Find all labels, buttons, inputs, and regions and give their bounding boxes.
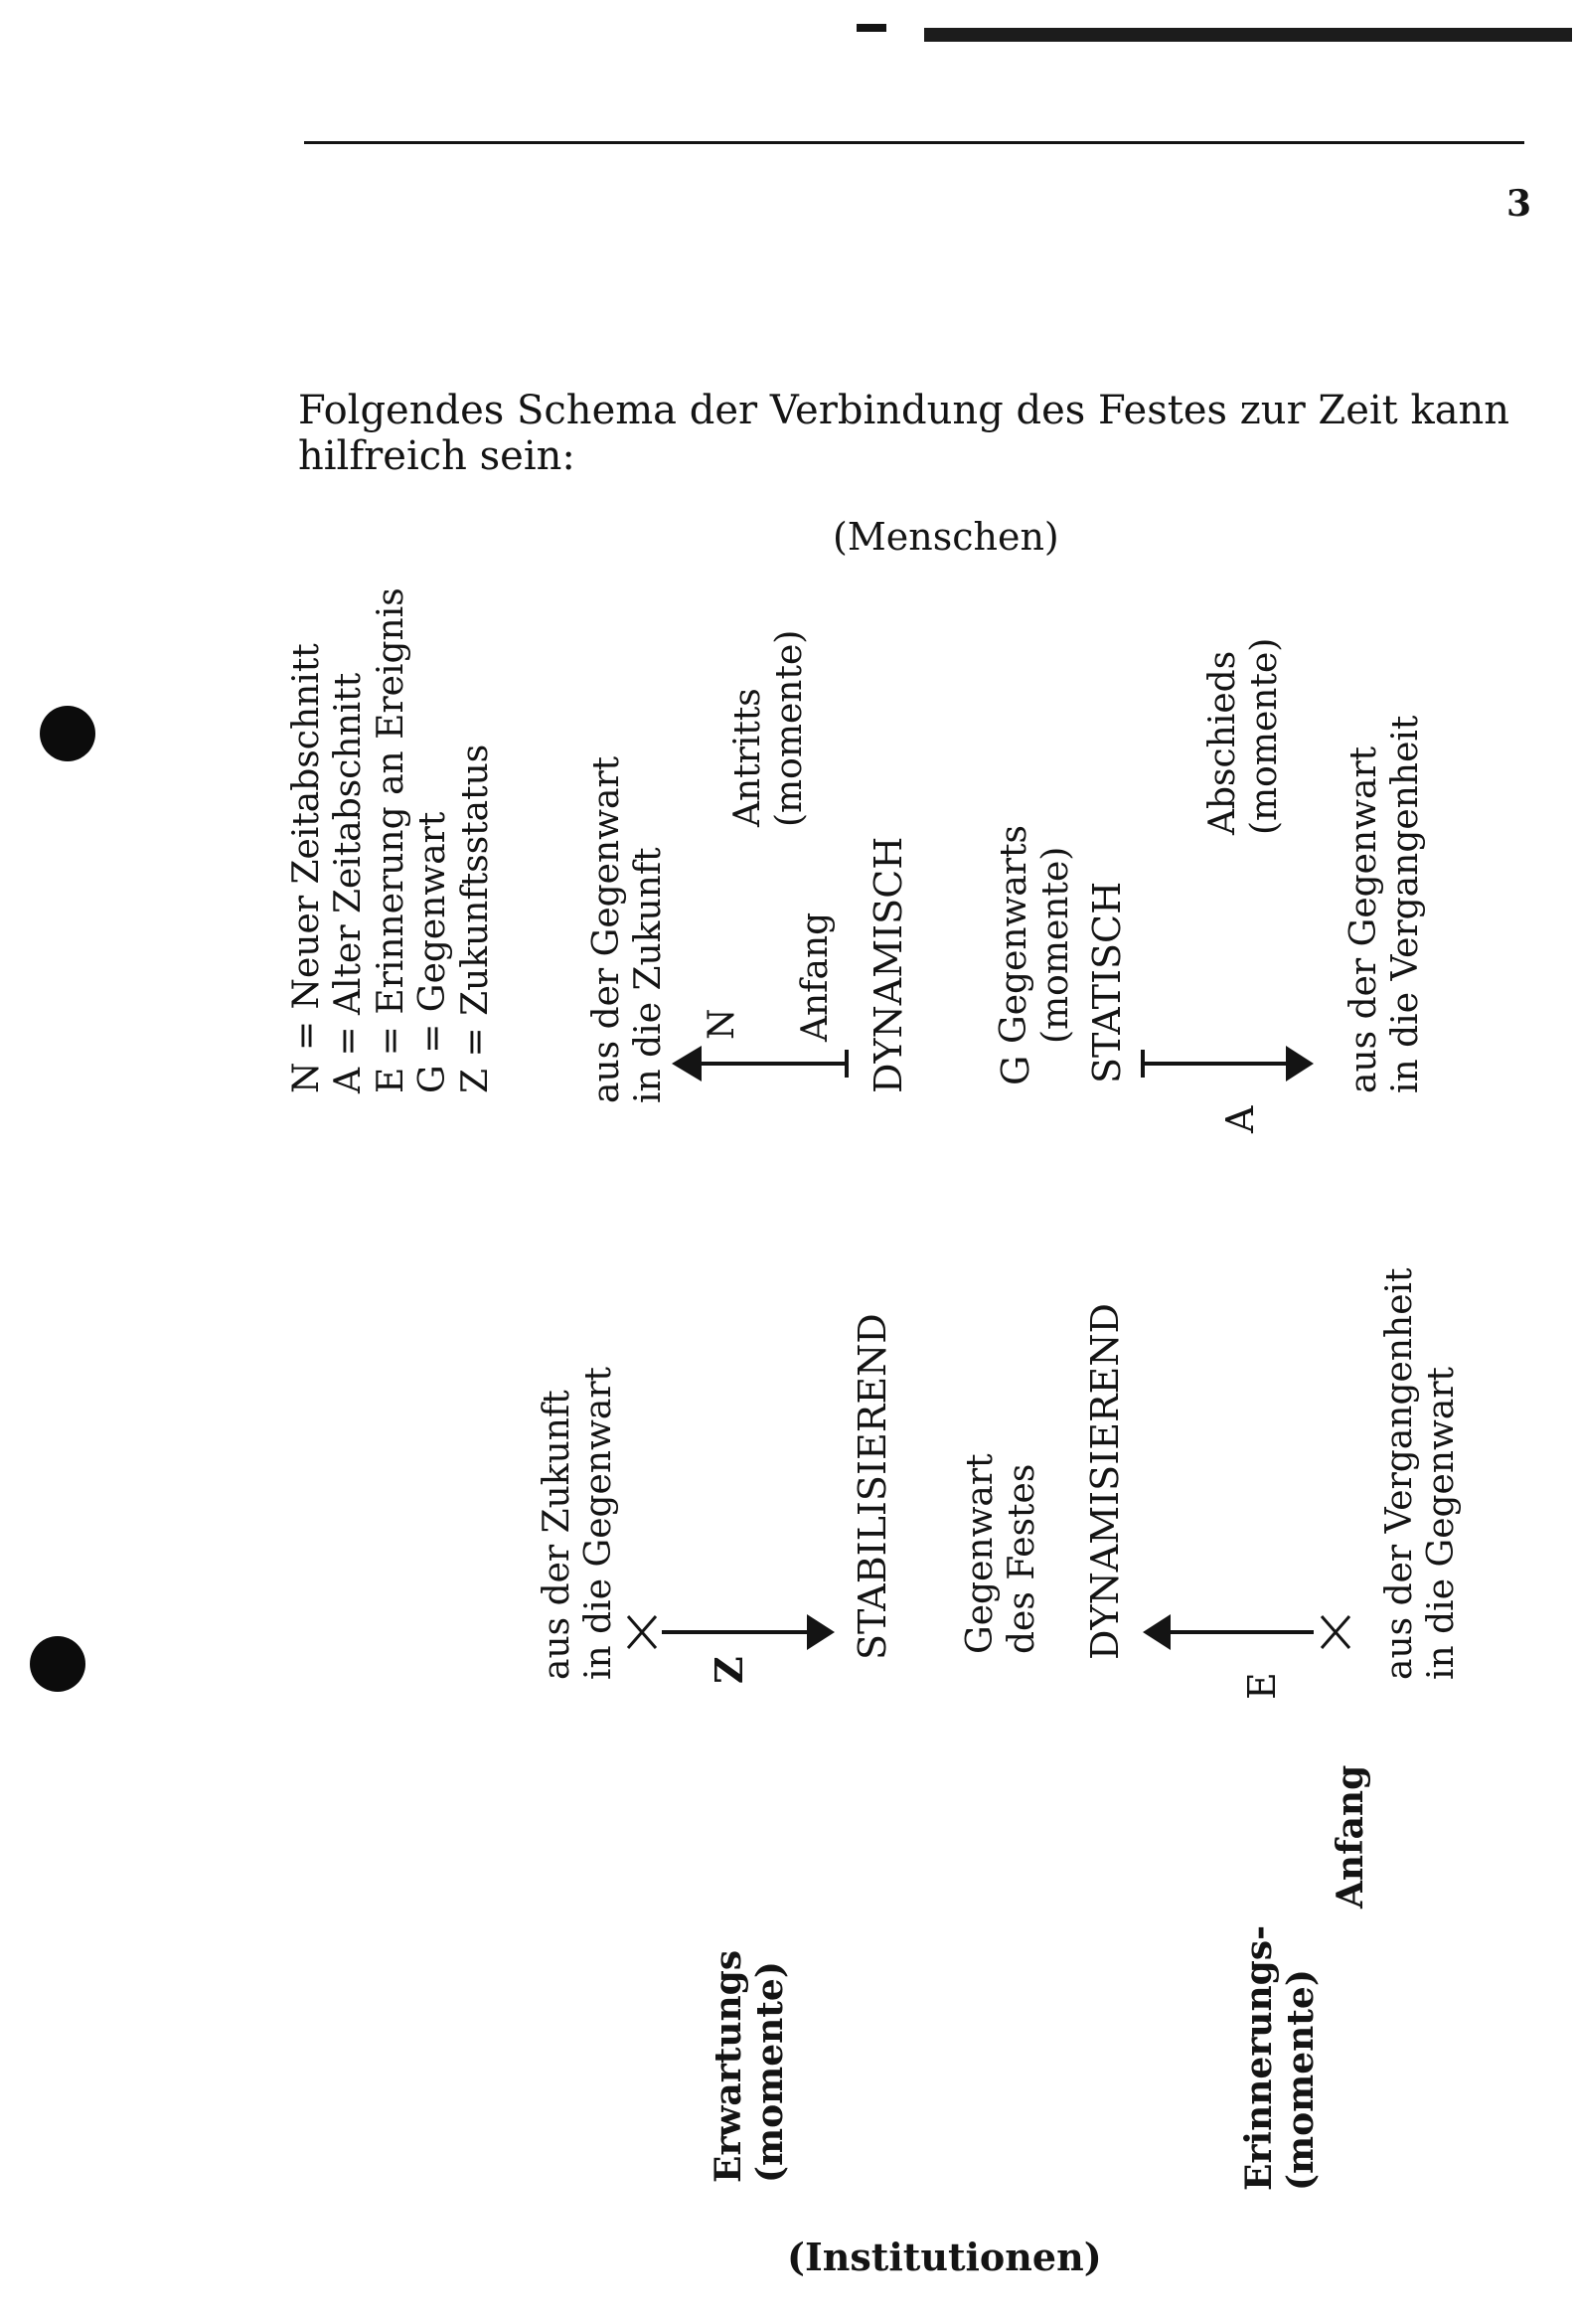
- scan-edge-bar: [924, 28, 1572, 42]
- legend-item-a: A = Alter Zeitabschnitt: [328, 672, 370, 1093]
- label-institutionen: (Institutionen): [787, 2235, 1102, 2279]
- label-menschen: (Menschen): [833, 515, 1059, 559]
- abschieds-momente: Abschieds (momente): [1202, 637, 1286, 835]
- antritts-momente: Antritts (momente): [727, 629, 811, 827]
- scan-edge-bar: [857, 24, 886, 32]
- gegenwarts-momente: Gegenwarts (momente): [994, 824, 1077, 1044]
- stabilisierend-label: STABILISIEREND: [851, 1313, 894, 1660]
- future-label: aus der Gegenwart in die Zukunft: [586, 755, 670, 1103]
- past-present-label: aus der Vergangenheit in die Gegenwart: [1379, 1267, 1463, 1680]
- erwartungs-momente: Erwartungs (momente): [708, 1949, 792, 2183]
- arrow-n: [672, 1034, 851, 1093]
- anfang-institution-label: Anfang: [1330, 1764, 1371, 1909]
- n-letter: N: [702, 1008, 742, 1040]
- erinnerungs-momente: Erinnerungs- (momente): [1238, 1924, 1323, 2191]
- e-letter: E: [1240, 1672, 1284, 1700]
- a-letter: A: [1218, 1105, 1262, 1133]
- legend-item-g: G = Gegenwart: [412, 811, 454, 1093]
- arrow-e: [1143, 1602, 1351, 1662]
- punch-hole: [30, 1636, 85, 1692]
- header-rule: [304, 141, 1524, 144]
- future-present-label: aus der Zukunft in die Gegenwart: [537, 1367, 620, 1680]
- legend-item-z: Z = Zukunftsstatus: [454, 744, 496, 1093]
- page-number: 3: [1506, 183, 1532, 225]
- g-letter: G: [994, 1055, 1037, 1085]
- z-letter: Z: [707, 1656, 751, 1684]
- legend-item-n: N = Neuer Zeitabschnitt: [286, 643, 327, 1093]
- statisch-label: STATISCH: [1085, 881, 1129, 1083]
- gegenwart-festes-label: Gegenwart des Festes: [960, 1453, 1043, 1654]
- arrow-a: [1139, 1034, 1318, 1093]
- legend: [286, 587, 497, 1093]
- legend-item-e: E = Erinnerung an Ereignis: [370, 587, 411, 1093]
- intro-text: Folgendes Schema der Verbindung des Festes zur Zeit kann hilfreich sein:: [298, 388, 1510, 479]
- punch-hole: [40, 706, 95, 761]
- anfang-label: Anfang: [795, 912, 836, 1042]
- dynamisch-label: DYNAMISCH: [867, 836, 910, 1093]
- past-label: aus der Gegenwart in die Vergangenheit: [1343, 715, 1427, 1093]
- arrow-z: [626, 1602, 835, 1662]
- dynamisierend-label: DYNAMISIEREND: [1083, 1302, 1127, 1660]
